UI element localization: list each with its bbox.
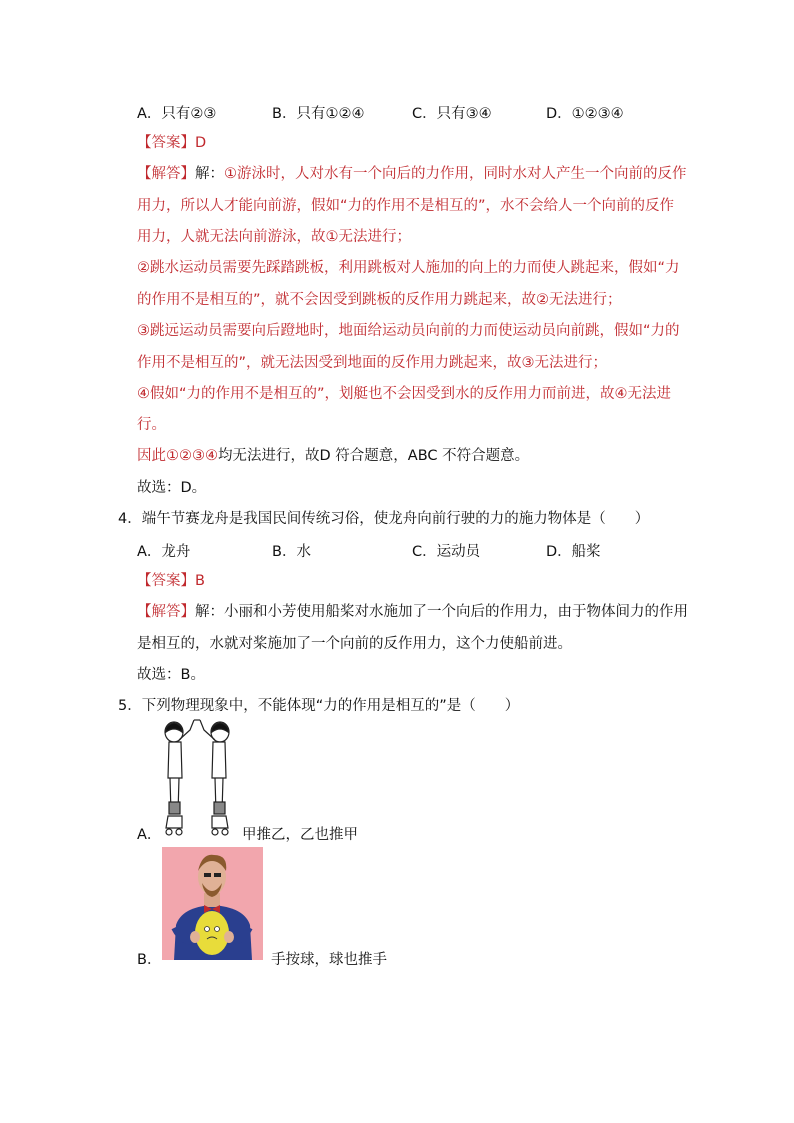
q3-analysis-line: ③跳远运动员需要向后蹬地时，地面给运动员向前的力而使运动员向前跳，假如“力的 [137,323,680,339]
answer-tag: 【答案】 [137,135,195,151]
q3-analysis-line: 作用不是相互的”，就无法因受到地面的反作用力跳起来，故③无法进行； [137,355,608,371]
q5-stem: 5．下列物理现象中，不能体现“力的作用是相互的”是（ ） [118,698,520,714]
q4-options [137,540,697,560]
q4-analysis-line: 是相互的，水就对桨施加了一个向前的反作用力，这个力使船前进。 [137,636,572,652]
option-label: B． [137,952,162,968]
conclusion-highlight: 因此①②③④ [137,448,218,464]
q3-analysis-line: 用力，人就无法向前游泳，故①无法进行； [137,229,411,245]
answer-tag: 【答案】 [137,573,195,589]
q4-option-c: C．运动员 [412,544,481,560]
q4-choice: 故选：B。 [137,667,205,683]
analysis-text: ①游泳时，人对水有一个向后的力作用，同时水对人产生一个向前的反作 [224,166,687,182]
analysis-lead: 解： [195,604,224,620]
q3-analysis-line: ②跳水运动员需要先踩踏跳板，利用跳板对人施加的向上的力而使人跳起来，假如“力 [137,260,680,276]
option-text: 手按球，球也推手 [271,952,388,968]
q4-stem: 4．端午节赛龙舟是我国民间传统习俗，使龙舟向前行驶的力的施力物体是（ ） [118,511,650,527]
q3-analysis-line: ④假如“力的作用不是相互的”，划艇也不会因受到水的反作用力而前进，故④无法进 [137,386,672,402]
q4-answer [137,571,205,591]
q4-option-a: A．龙舟 [137,544,191,560]
q4-analysis-line [137,602,688,622]
q4-option-b: B．水 [272,544,311,560]
answer-value: D [195,135,207,151]
conclusion-text: 均无法进行，故D 符合题意，ABC 不符合题意。 [218,448,530,464]
q3-conclusion [137,446,529,466]
q5-option-b [137,950,387,970]
q3-choice: 故选：D。 [137,480,207,496]
q5-option-a [137,825,358,845]
skaters-illustration [160,718,234,840]
analysis-lead: 解： [195,166,224,182]
option-label: A． [137,827,162,843]
skaters-figure [160,718,234,840]
q3-answer [137,133,206,153]
q3-options [137,102,697,122]
q3-option-c: C．只有③④ [412,106,492,122]
q3-analysis-line: 行。 [137,417,166,433]
option-text: 甲推乙，乙也推甲 [242,827,359,843]
balloon-photo [162,847,263,960]
analysis-text: 小丽和小芳使用船桨对水施加了一个向后的作用力，由于物体间力的作用 [224,604,688,620]
q3-analysis-line [137,164,687,184]
analysis-tag: 【解答】 [137,604,195,620]
balloon-illustration [162,847,263,960]
q3-analysis-line: 的作用不是相互的”，就不会因受到跳板的反作用力跳起来，故②无法进行； [137,292,622,308]
q3-option-a: A．只有②③ [137,106,217,122]
q3-analysis-line: 用力，所以人才能向前游，假如“力的作用不是相互的”，水不会给人一个向前的反作 [137,198,675,214]
q3-option-d: D．①②③④ [546,106,624,122]
answer-value: B [195,573,205,589]
q4-option-d: D．船桨 [546,544,601,560]
q3-option-b: B．只有①②④ [272,106,365,122]
analysis-tag: 【解答】 [137,166,195,182]
